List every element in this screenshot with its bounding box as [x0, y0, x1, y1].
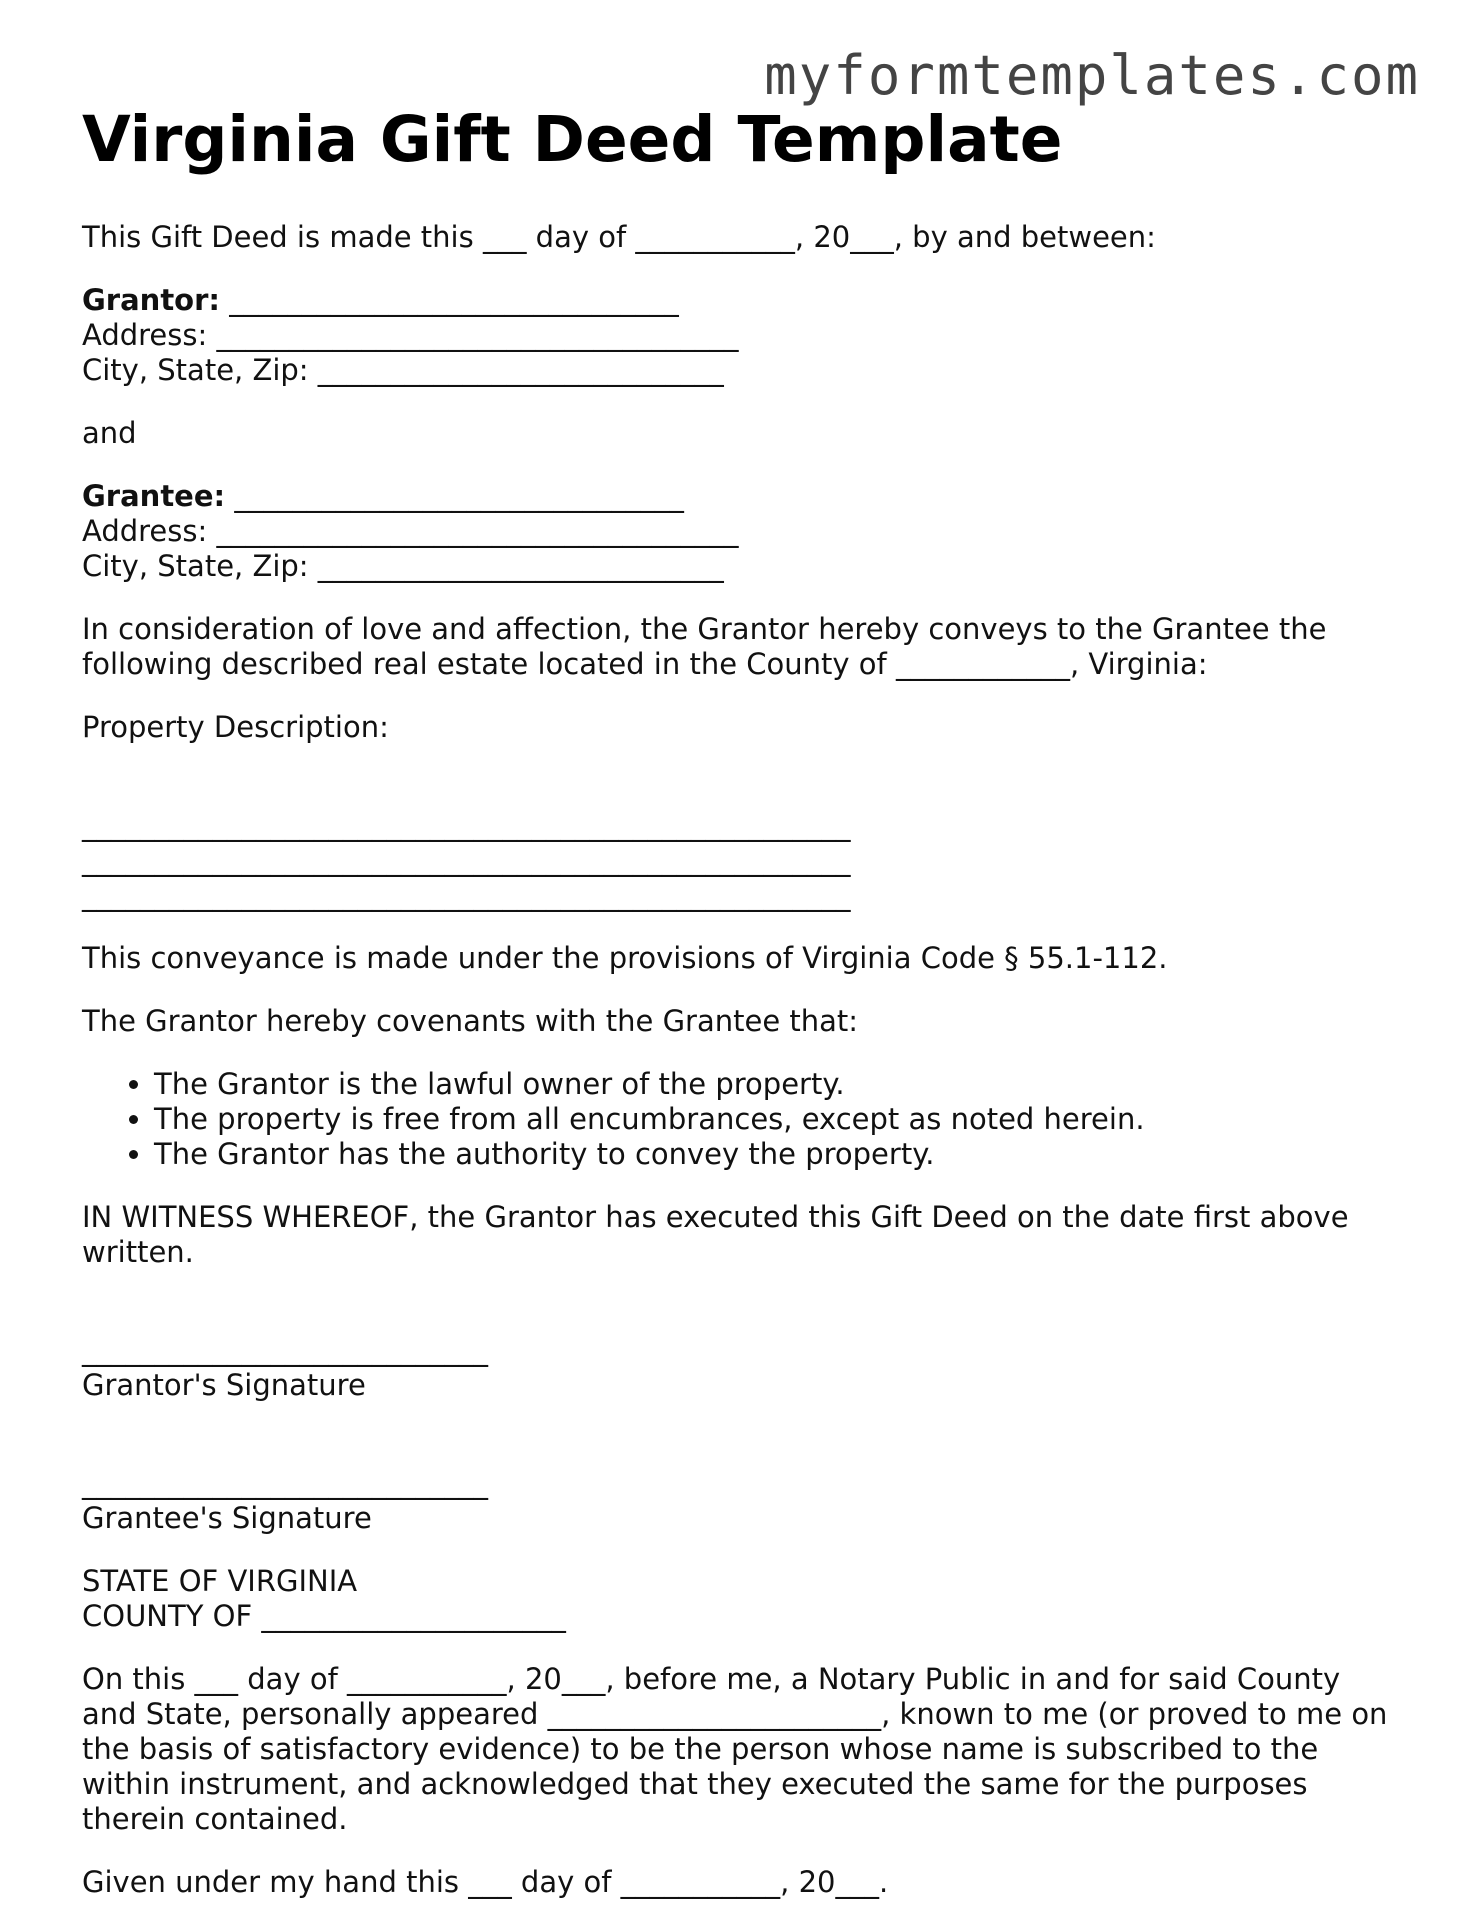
property-line: _____________________________________________________: [82, 808, 851, 842]
consideration-paragraph: In consideration of love and affection, the Grantor hereby conveys to the Grantee the following described real estate located in the County of ____________, Virginia:: [82, 612, 1336, 681]
grantor-city-line: City, State, Zip: ____________________________: [82, 353, 724, 387]
county-line: COUNTY OF _____________________: [82, 1599, 566, 1633]
grantor-name-blank: _______________________________: [220, 283, 679, 317]
covenants-list: [82, 1067, 1402, 1172]
covenants-intro: The Grantor hereby covenants with the Grantee that:: [82, 1004, 859, 1038]
watermark: myformtemplates.com: [764, 44, 1420, 107]
list-item: • The Grantor is the lawful owner of the property.: [154, 1067, 1402, 1102]
and-text: and: [82, 416, 137, 450]
grantor-signature-block: [82, 1298, 1402, 1403]
grantee-name-line: [82, 479, 1402, 514]
property-description-label: Property Description:: [82, 710, 389, 744]
grantee-name-blank: _______________________________: [225, 479, 684, 513]
venue-block: [82, 1564, 1402, 1634]
notary-paragraph: On this ___ day of ___________, 20___, before me, a Notary Public in and for said County and State, personally appeared _______________________, known to me (or proved to me on the basis of satisfactory evidence) to be the person whose name is subscribed to the within instrument, and acknowledged that they executed the same for the purposes therein contained.: [82, 1662, 1397, 1836]
grantee-signature-block: [82, 1431, 1402, 1536]
witness-paragraph: IN WITNESS WHEREOF, the Grantor has executed this Gift Deed on the date first above written.: [82, 1200, 1358, 1269]
page-title: Virginia Gift Deed Template: [82, 103, 1063, 176]
property-description-lines: [82, 773, 1402, 913]
conveyance-paragraph: This conveyance is made under the provisions of Virginia Code § 55.1-112.: [82, 941, 1168, 975]
grantor-address-line: Address: ____________________________________: [82, 318, 739, 352]
grantee-label: Grantee:: [82, 479, 226, 513]
grantor-name-line: [82, 283, 1402, 318]
signature-line: ____________________________: [82, 1333, 488, 1367]
grantee-signature-label: Grantee's Signature: [82, 1501, 372, 1535]
signature-line: ____________________________: [82, 1466, 488, 1500]
grantee-block: [82, 479, 1402, 584]
grantee-city-line: City, State, Zip: ____________________________: [82, 549, 724, 583]
property-line: _____________________________________________________: [82, 878, 851, 912]
intro-paragraph: This Gift Deed is made this ___ day of ___________, 20___, by and between:: [82, 220, 1156, 254]
grantor-label: Grantor:: [82, 283, 221, 317]
grantor-block: [82, 283, 1402, 388]
grantor-signature-label: Grantor's Signature: [82, 1368, 366, 1402]
property-line: _____________________________________________________: [82, 843, 851, 877]
list-item: • The property is free from all encumbrances, except as noted herein.: [154, 1102, 1402, 1137]
document-body: [82, 100, 1402, 1928]
state-line: STATE OF VIRGINIA: [82, 1564, 358, 1598]
grantee-address-line: Address: ____________________________________: [82, 514, 739, 548]
list-item: • The Grantor has the authority to convey the property.: [154, 1137, 1402, 1172]
given-paragraph: Given under my hand this ___ day of ___________, 20___.: [82, 1865, 889, 1899]
